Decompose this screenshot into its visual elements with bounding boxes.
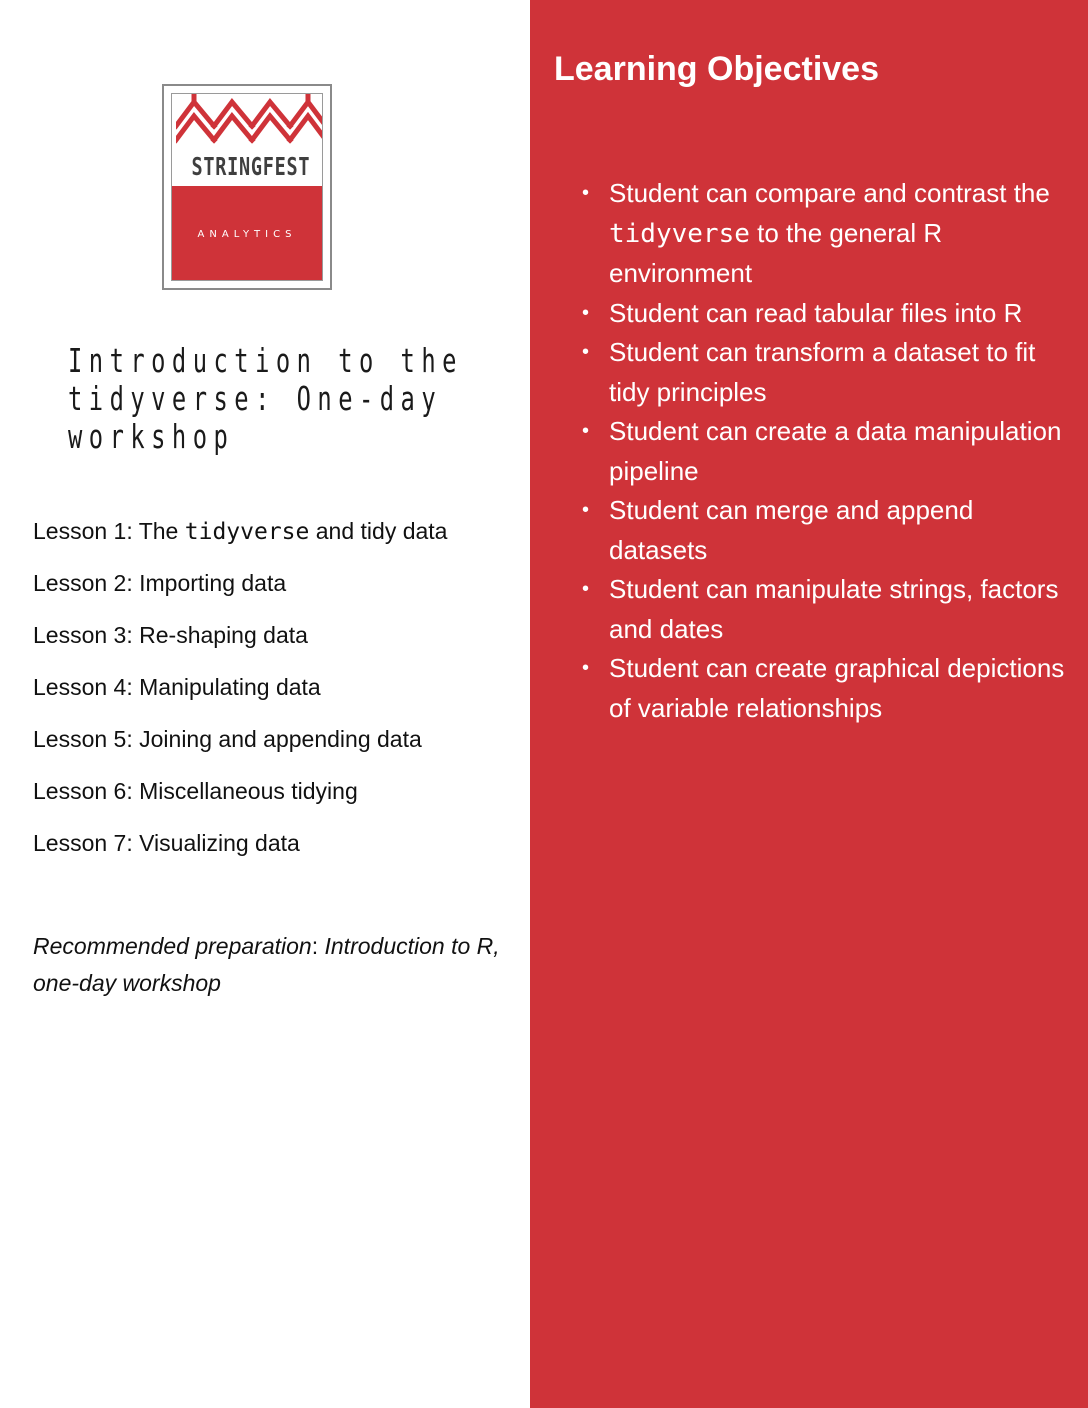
logo-subtitle: ANALYTICS — [197, 229, 297, 240]
lesson-text: Lesson 1: The — [33, 518, 185, 544]
bullet-icon: • — [582, 182, 590, 204]
objective-code: tidyverse — [609, 218, 750, 249]
objective-item — [578, 333, 1078, 412]
lesson-text: and tidy data — [309, 518, 448, 544]
lesson-item: Lesson 5: Joining and appending data — [33, 726, 422, 752]
lesson-code: tidyverse — [184, 519, 310, 545]
objective-text: Student can create graphical depictions of variable relationships — [609, 653, 1065, 723]
bullet-icon: • — [582, 420, 590, 442]
objective-text: Student can compare and contrast the — [609, 178, 1050, 208]
objectives-list — [578, 174, 1078, 728]
bullet-icon: • — [582, 657, 590, 679]
lesson-item — [33, 514, 513, 566]
course-title: Introduction to the tidyverse: One-day workshop — [68, 341, 463, 456]
objective-item — [578, 570, 1078, 649]
logo-name: STRINGFEST — [191, 152, 311, 181]
objective-item — [578, 174, 1078, 294]
prep-colon: : — [311, 933, 325, 959]
lesson-item: Lesson 2: Importing data — [33, 570, 287, 596]
bullet-icon: • — [582, 301, 590, 324]
lesson-item: Lesson 7: Visualizing data — [33, 830, 300, 856]
bullet-icon: • — [582, 341, 590, 363]
recommended-preparation — [33, 928, 508, 1002]
lesson-item: Lesson 6: Miscellaneous tidying — [33, 778, 358, 804]
objective-item — [578, 412, 1078, 491]
objective-item — [578, 491, 1078, 570]
objectives-heading: Learning Objectives — [554, 50, 879, 88]
logo-red-panel — [172, 186, 322, 280]
prep-label: Recommended preparation — [33, 933, 312, 959]
logo-frame — [171, 93, 323, 281]
objective-item — [578, 649, 1078, 728]
objective-text: Student can read tabular files into R — [609, 297, 1023, 328]
objective-text: Student can merge and append datasets — [609, 495, 974, 565]
lesson-item: Lesson 3: Re-shaping data — [33, 622, 308, 648]
objective-text: Student can manipulate strings, factors and dates — [609, 574, 1059, 644]
lesson-list — [33, 514, 513, 878]
lesson-item: Lesson 4: Manipulating data — [33, 674, 321, 700]
prep-text: Introduction to R, one-day workshop — [33, 933, 500, 996]
objective-text: Student can create a data manipulation pipeline — [609, 416, 1062, 486]
bullet-icon: • — [582, 499, 590, 521]
chevron-pattern-icon — [176, 94, 323, 152]
stringfest-logo — [162, 84, 332, 290]
objective-text: Student can transform a dataset to fit tidy principles — [609, 337, 1036, 407]
objective-text: to the general R environment — [609, 217, 943, 288]
left-column — [0, 0, 530, 1408]
objective-item — [578, 294, 1078, 334]
bullet-icon: • — [582, 578, 590, 600]
